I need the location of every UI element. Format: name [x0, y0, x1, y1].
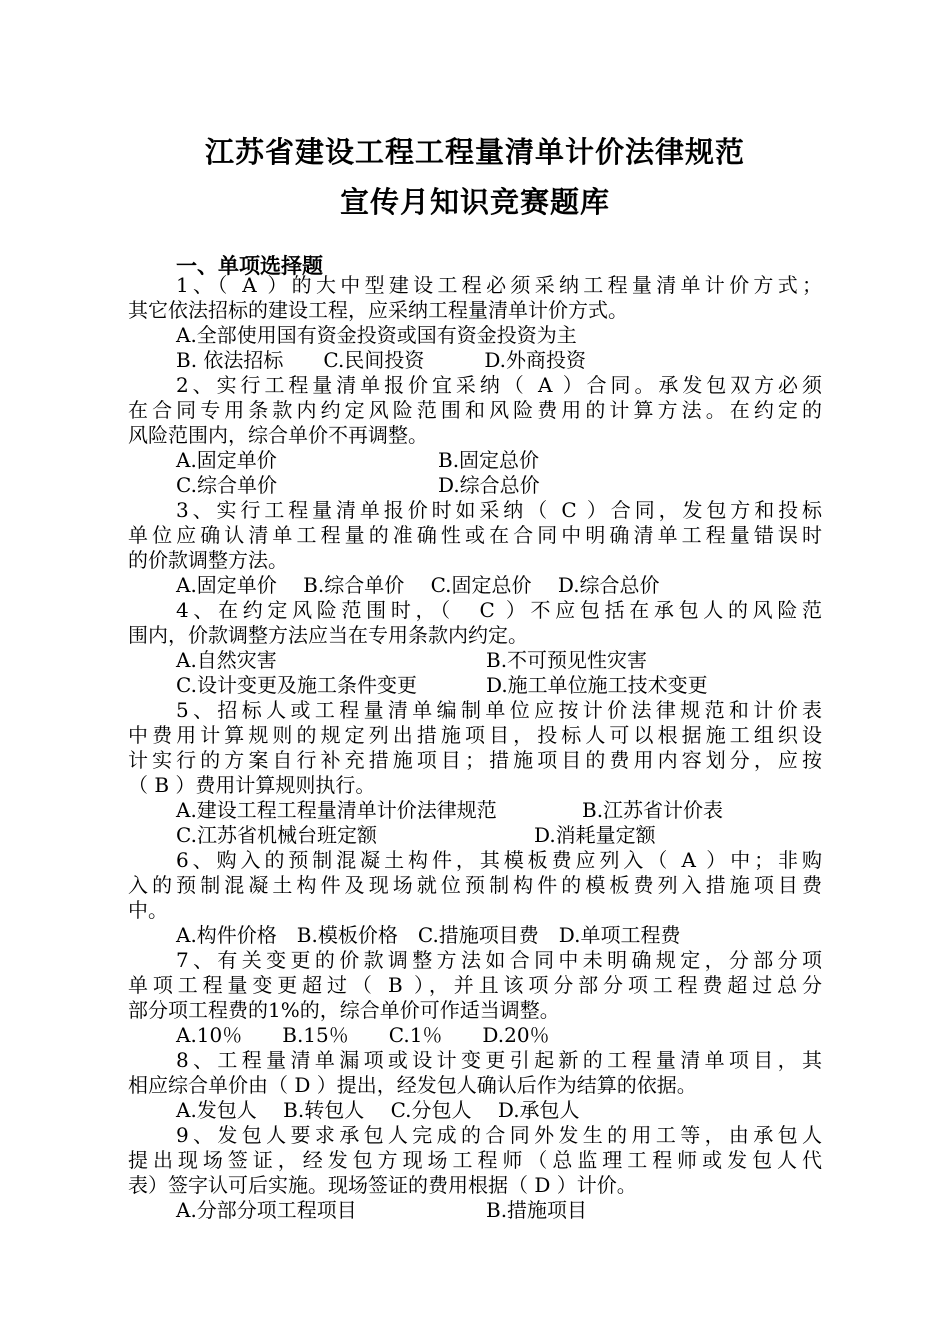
document-title-line1: 江苏省建设工程工程量清单计价法律规范	[204, 135, 745, 169]
question-3-options: A.固定单价 B.综合单价 C.固定总价 D.综合总价	[176, 573, 660, 597]
question-9-option-b: B.措施项目	[486, 1198, 588, 1222]
question-3-line2: 单位应确认清单工程量的准确性或在合同中明确清单工程量错误时	[128, 523, 822, 547]
question-3-line1: 3、实行工程量清单报价时如采纳（ C ）合同，发包方和投标	[176, 498, 822, 522]
question-4-line2: 围内，价款调整方法应当在专用条款内约定。	[128, 623, 528, 647]
question-2-line1: 2、实行工程量清单报价宜采纳（ A ）合同。承发包双方必须	[176, 373, 822, 397]
document-title-line2: 宣传月知识竞赛题库	[339, 185, 610, 219]
question-9-line3: 表）签字认可后实施。现场签证的费用根据（ D ）计价。	[128, 1173, 637, 1197]
question-7-line3: 部分项工程费的1%的，综合单价可作适当调整。	[128, 998, 560, 1022]
question-7-options: A.10％ B.15％ C.1％ D.20％	[176, 1023, 550, 1047]
question-2-option-d: D.综合总价	[438, 473, 540, 497]
question-2-line2: 在合同专用条款内约定风险范围和风险费用的计算方法。在约定的	[128, 398, 822, 422]
question-6-line2: 入的预制混凝土构件及现场就位预制构件的模板费列入措施项目费	[128, 873, 822, 897]
question-6-line1: 6、购入的预制混凝土构件，其模板费应列入（ A ）中；非购	[176, 848, 822, 872]
question-9-line2: 提出现场签证，经发包方现场工程师（总监理工程师或发包人代	[128, 1148, 822, 1172]
question-8-options: A.发包人 B.转包人 C.分包人 D.承包人	[176, 1098, 580, 1122]
question-6-options: A.构件价格 B.模板价格 C.措施项目费 D.单项工程费	[176, 923, 681, 947]
question-2-option-b: B.固定总价	[438, 448, 540, 472]
section-heading: 一、单项选择题	[176, 254, 323, 278]
question-1-option-a: A.全部使用国有资金投资或国有资金投资为主	[176, 323, 577, 347]
question-1-line2: 其它依法招标的建设工程，应采纳工程量清单计价方式。	[128, 298, 628, 322]
question-4-option-c: C.设计变更及施工条件变更	[176, 673, 417, 697]
question-2-option-c: C.综合单价	[176, 473, 277, 497]
question-9-line1: 9、发包人要求承包人完成的合同外发生的用工等，由承包人	[176, 1123, 822, 1147]
question-4-option-b: B.不可预见性灾害	[486, 648, 648, 672]
question-1-options-bcd: B. 依法招标 C.民间投资 D.外商投资	[176, 348, 587, 372]
question-5-line1: 5、招标人或工程量清单编制单位应按计价法律规范和计价表	[176, 698, 822, 722]
question-4-option-a: A.自然灾害	[176, 648, 277, 672]
question-2-line3: 风险范围内，综合单价不再调整。	[128, 423, 428, 447]
question-2-option-a: A.固定单价	[176, 448, 277, 472]
question-4-option-d: D.施工单位施工技术变更	[486, 673, 708, 697]
question-5-line4: （ B ）费用计算规则执行。	[128, 773, 376, 797]
question-5-option-a: A.建设工程工程量清单计价法律规范	[176, 798, 497, 822]
question-5-line3: 计实行的方案自行补充措施项目；措施项目的费用内容划分，应按	[128, 748, 822, 772]
question-4-line1: 4、在约定风险范围时，（ C ）不应包括在承包人的风险范	[176, 598, 822, 622]
question-1-line1: 1、（ A ）的大中型建设工程必须采纳工程量清单计价方式；	[176, 273, 822, 297]
question-5-option-d: D.消耗量定额	[534, 823, 656, 847]
question-5-option-b: B.江苏省计价表	[582, 798, 724, 822]
question-3-line3: 的价款调整方法。	[128, 548, 288, 572]
question-6-line3: 中。	[128, 898, 168, 922]
question-8-line1: 8、工程量清单漏项或设计变更引起新的工程量清单项目，其	[176, 1048, 822, 1072]
question-7-line2: 单项工程量变更超过（ B ），并且该项分部分项工程费超过总分	[128, 973, 822, 997]
question-7-line1: 7、有关变更的价款调整方法如合同中未明确规定，分部分项	[176, 948, 822, 972]
question-9-option-a: A.分部分项工程项目	[176, 1198, 357, 1222]
question-5-option-c: C.江苏省机械台班定额	[176, 823, 377, 847]
question-8-line2: 相应综合单价由（ D ）提出，经发包人确认后作为结算的依据。	[128, 1073, 697, 1097]
question-5-line2: 中费用计算规则的规定列出措施项目，投标人可以根据施工组织设	[128, 723, 822, 747]
